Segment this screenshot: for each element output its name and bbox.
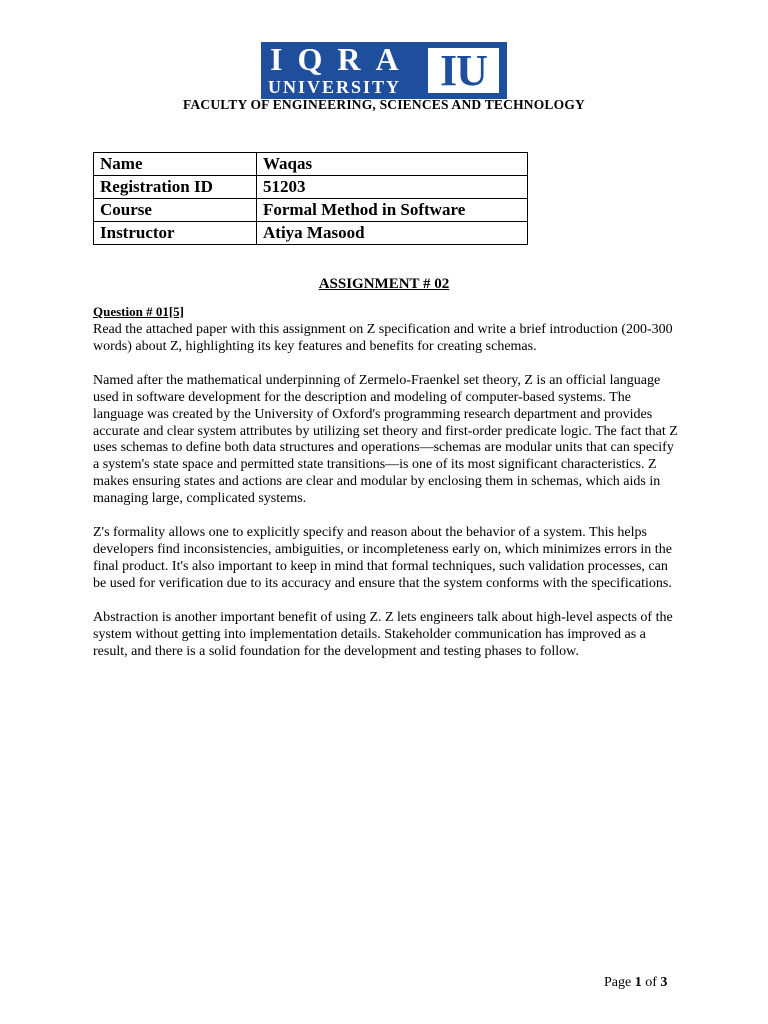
table-row <box>94 199 528 222</box>
table-row <box>94 222 528 245</box>
logo-iu-mark: IU <box>428 48 499 93</box>
faculty-heading: FACULTY OF ENGINEERING, SCIENCES AND TECHNOLOGY <box>183 97 585 112</box>
page-word: Page <box>604 975 632 990</box>
table-row <box>94 176 528 199</box>
answer-paragraph: Z's formality allows one to explicitly specify and reason about the behavior of a system. This helps developers find inconsistencies, ambiguities, or incompleteness early on, which minimizes errors in the final product. It's also important to keep in mind that formal techniques, such validation processes, can be used for verification due to its accuracy and ensure that the system conforms with the specifications. <box>93 525 672 591</box>
page-number <box>604 975 667 991</box>
page-current: 1 <box>634 975 642 990</box>
info-value-registration: 51203 <box>257 176 528 199</box>
page-of: of <box>645 975 657 990</box>
page-total: 3 <box>660 975 668 990</box>
info-label-instructor: Instructor <box>94 222 257 245</box>
table-row <box>94 153 528 176</box>
info-label-registration: Registration ID <box>94 176 257 199</box>
info-value-instructor: Atiya Masood <box>257 222 528 245</box>
student-info-table <box>93 152 528 245</box>
university-logo <box>261 42 507 99</box>
info-label-course: Course <box>94 199 257 222</box>
info-value-course: Formal Method in Software <box>257 199 528 222</box>
info-label-name: Name <box>94 153 257 176</box>
answer-paragraph: Named after the mathematical underpinning of Zermelo-Fraenkel set theory, Z is an official language used in software development for the description and modeling of computer-based systems. The language was created by the University of Oxford's programming research department and provides accurate and clear system attributes by utilizing set theory and first-order predicate logic. The fact that Z uses schemas to define both data structures and operations—schemas are modular units that can specify a system's state space and permitted state transitions—is one of its most significant characteristics. Z makes ensuring states and actions are clear and modular by enclosing them in schemas, which aids in managing large, complicated systems. <box>93 372 678 507</box>
info-value-name: Waqas <box>257 153 528 176</box>
logo-university-text: UNIVERSITY <box>268 77 402 97</box>
question-text: Read the attached paper with this assignment on Z specification and write a brief introduction (200-300 words) about Z, highlighting its key features and benefits for creating schemas. <box>93 322 673 354</box>
answer-paragraph: Abstraction is another important benefit of using Z. Z lets engineers talk about high-level aspects of the system without getting into implementation details. Stakeholder communication has improved as a result, and there is a solid foundation for the development and testing phases to follow. <box>93 609 673 659</box>
assignment-title: ASSIGNMENT # 02 <box>318 276 450 292</box>
logo-iqra-text: IQRA <box>270 41 414 77</box>
document-body <box>93 322 683 677</box>
question-heading: Question # 01[5] <box>93 304 184 319</box>
